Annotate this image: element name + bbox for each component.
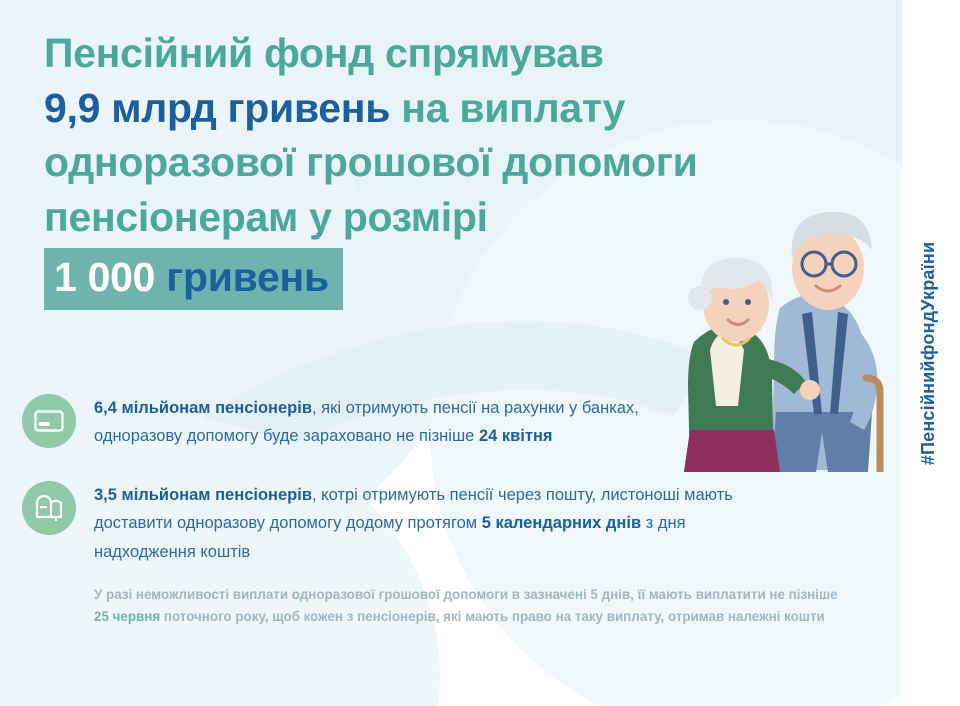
bullet-bank-bold-1: 6,4 мільйонам пенсіонерів — [94, 399, 312, 417]
bullet-post-bold-1: 3,5 мільйонам пенсіонерів — [94, 485, 312, 504]
bullet-post-bold-2: 5 календарних днів — [481, 514, 642, 533]
headline-line-1-text: Пенсійний фонд спрямував — [44, 30, 604, 76]
headline-line-5 — [44, 244, 744, 310]
headline-line-4-text: пенсіонерам у розмірі — [44, 193, 488, 240]
bullet-item-bank — [22, 392, 872, 451]
footnote-date: 25 червня — [94, 608, 161, 624]
footnote-part-2: поточного року, щоб кожен з пенсіонерів, які мають право на таку виплату, отримав належні кошти — [160, 608, 825, 624]
hashtag-label: #ПенсійнийфондУкраїни — [918, 241, 939, 465]
hashtag-vertical — [902, 0, 956, 706]
bullet-post-text-3: з дня — [641, 514, 686, 533]
bullet-post-text-1: , котрі отримують пенсії через пошту, листоноші мають — [312, 485, 733, 504]
headline-highlight-box — [44, 248, 343, 310]
headline — [44, 26, 744, 310]
headline-amount: 9,9 — [44, 84, 101, 131]
bullet-item-post — [22, 479, 872, 566]
headline-line-2 — [44, 81, 744, 136]
footnote-part-1: У разі неможливості виплати одноразової грошової допомоги в зазначені 5 днів, її мають виплатити не пізніше — [94, 586, 838, 602]
headline-highlight-word: гривень — [166, 254, 329, 301]
headline-highlight-number: 1 000 — [54, 254, 156, 301]
headline-line-4 — [44, 190, 744, 245]
headline-line-1 — [44, 26, 744, 81]
bullet-text-post — [94, 479, 733, 566]
bank-card-icon — [22, 394, 76, 448]
headline-amount-unit: млрд гривень — [100, 84, 391, 131]
headline-line-2-tail: на виплату — [390, 84, 626, 131]
bullet-list — [22, 392, 872, 627]
bullet-bank-bold-2: 24 квітня — [478, 427, 553, 446]
bullet-post-text-4: надходження коштів — [94, 542, 251, 561]
headline-line-3-text: одноразової грошової допомоги — [44, 139, 698, 186]
footnote — [94, 584, 872, 627]
bullet-bank-text-1: , які отримують пенсії на рахунки у банках, — [312, 399, 639, 417]
mailbox-icon — [22, 481, 76, 535]
headline-line-3 — [44, 135, 744, 190]
bullet-post-text-2: доставити одноразову допомогу додому протягом — [94, 514, 482, 533]
bullet-bank-text-2: одноразову допомогу буде зараховано не пізніше — [94, 427, 479, 446]
bullet-text-bank — [94, 392, 639, 451]
